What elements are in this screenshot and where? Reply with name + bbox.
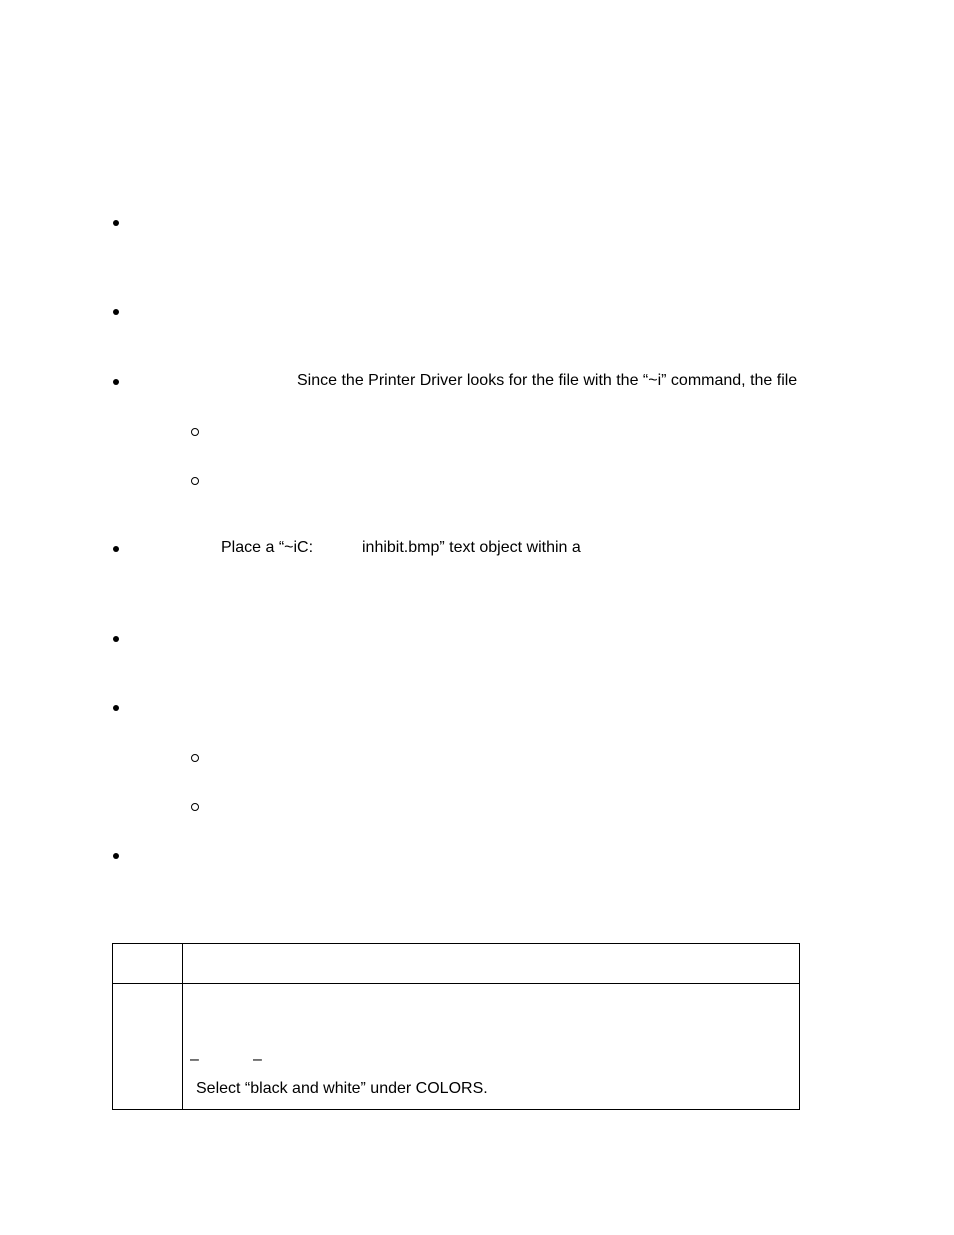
bullet-marker-1 bbox=[113, 220, 119, 226]
bullet-marker-7 bbox=[113, 853, 119, 859]
bullet-marker-4 bbox=[113, 546, 119, 552]
table-row-2-dash-1: – bbox=[190, 1051, 199, 1068]
sub-bullet-marker-2 bbox=[191, 477, 199, 485]
table-column-divider bbox=[182, 943, 183, 1110]
sub-bullet-marker-4 bbox=[191, 803, 199, 811]
sub-bullet-marker-1 bbox=[191, 428, 199, 436]
table-border-top bbox=[112, 943, 800, 944]
table-border-left bbox=[112, 943, 113, 1110]
table-border-bottom bbox=[112, 1109, 800, 1110]
table-row-2-dash-2: – bbox=[253, 1051, 262, 1068]
bullet-marker-6 bbox=[113, 705, 119, 711]
table-row-divider bbox=[112, 983, 800, 984]
bullet-marker-5 bbox=[113, 636, 119, 642]
bullet-item-4-text-a: Place a “~iC: bbox=[221, 539, 314, 556]
table-row-2-instruction: Select “black and white” under COLORS. bbox=[196, 1080, 488, 1097]
bullet-item-3-text: Since the Printer Driver looks for the file with the “~i” command, the file bbox=[297, 372, 798, 389]
bullet-marker-2 bbox=[113, 309, 119, 315]
table-border-right bbox=[799, 943, 800, 1110]
sub-bullet-marker-3 bbox=[191, 754, 199, 762]
bullet-marker-3 bbox=[113, 379, 119, 385]
bullet-item-4-text-b: inhibit.bmp” text object within a bbox=[362, 539, 581, 556]
